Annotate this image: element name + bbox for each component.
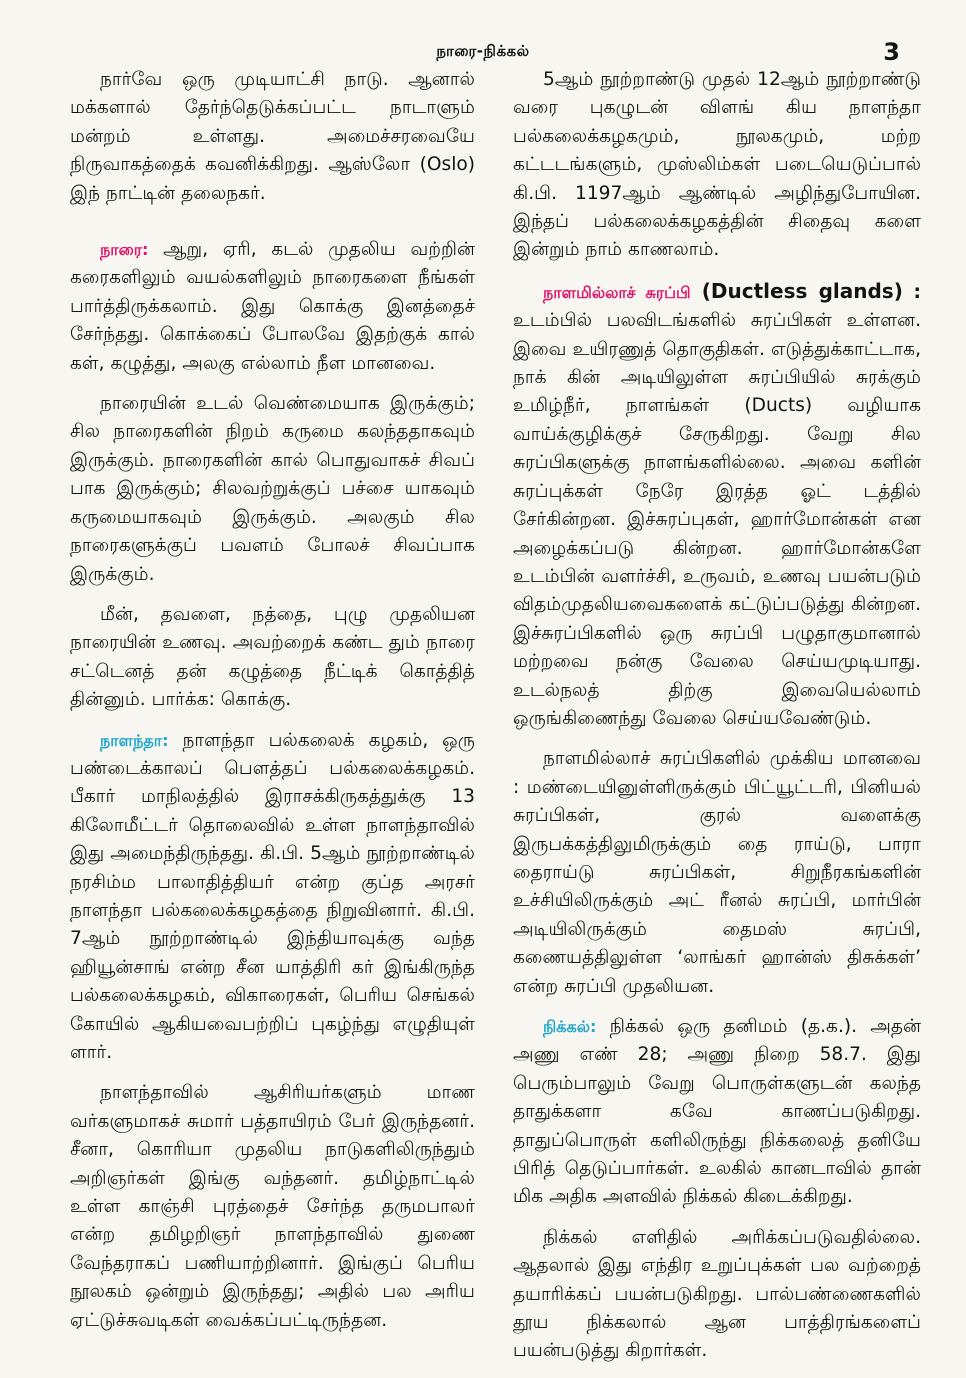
ductless-entry (513, 277, 921, 734)
nickel-entry (513, 1013, 921, 1212)
narai-paragraph-3: மீன், தவளை, நத்தை, புழு முதலியன நாரையின் உணவு. அவற்றைக் கண்ட தும் நாரை சட்டெனத் தன் கழுத்தை நீட்டிக் கொத்தித் தின்னும். பார்க்க: கொக்கு. (70, 603, 475, 711)
nickel-heading: நிக்கல் (543, 1017, 590, 1036)
left-column (70, 66, 475, 1347)
running-head: நாரை-நிக்கல் (436, 42, 530, 60)
narai-heading: நாரை (100, 240, 143, 260)
page-number: 3 (883, 38, 900, 66)
narai-separator: : (142, 240, 149, 260)
right-column (513, 66, 921, 1378)
nalanda-paragraph-2: நாளந்தாவில் ஆசிரியர்களும் மாண வர்களுமாகச் சுமார் பத்தாயிரம் பேர் இருந்தனர். சீனா, கொரியா முதலிய நாடுகளிலிருந்தும் அறிஞர்கள் இங்கு வந்தனர். தமிழ்நாட்டில் உள்ள காஞ்சி புரத்தைச் சேர்ந்த தருமபாலர் என்ற தமிழறிஞர் நாளந்தாவில் துணை வேந்தராகப் பணியாற்றினார். இங்குப் பெரிய நூலகம் ஒன்றும் இருந்தது; அதில் பல அரிய ஏட்டுச்சுவடிகள் வைக்கப்பட்டிருந்தன. (70, 1082, 475, 1331)
page-header (0, 38, 966, 68)
ductless-paragraph-2: நாளமில்லாச் சுரப்பிகளில் முக்கிய மானவை : மண்டையினுள்ளிருக்கும் பிட்யூட்டரி, பினியல் சுரப்பிகள், குரல் வளைக்கு இருபக்கத்திலுமிருக்கும் தை ராய்டு, பாரா தைராய்டு சுரப்பிகள், சிறுநீரகங்களின் உச்சியிலிருக்கும் அட் ரீனல் சுரப்பி, மார்பின் அடியிலிருக்கும் தைமஸ் சுரப்பி, கணையத்திலுள்ள ‘லாங்கர் ஹான்ஸ் திசுக்கள்’ என்ற சுரப்பி முதலியன. (513, 748, 921, 997)
nalanda-entry (70, 727, 475, 1068)
norway-paragraph: நார்வே ஒரு முடியாட்சி நாடு. ஆனால் மக்களால் தேர்ந்தெடுக்கப்பட்ட நாடாளும் மன்றம் உள்ளது. அமைச்சரவையே நிருவாகத்தைக் கவனிக்கிறது. ஆஸ்லோ (Oslo) இந் நாட்டின் தலைநகர். (70, 69, 475, 204)
narai-paragraph-1: ஆறு, ஏரி, கடல் முதலிய வற்றின் கரைகளிலும் வயல்களிலும் நாரைகளை நீங்கள் பார்த்திருக்கலாம். இது கொக்கு இனத்தைச் சேர்ந்தது. கொக்கைப் போலவே இதற்குக் கால் கள், கழுத்து, அலகு எல்லாம் நீள மானவை. (70, 239, 475, 374)
ductless-english-heading: (Ductless glands) (690, 278, 903, 303)
narai-entry (70, 236, 475, 378)
nickel-paragraph-1: நிக்கல் ஒரு தனிமம் (த.க.). அதன் அணு எண் 28; அணு நிறை 58.7. இது பெரும்பாலும் வேறு பொருள்களுடன் கலந்த தாதுக்களா கவே காணப்படுகிறது. தாதுப்பொருள் களிலிருந்து நிக்கலைத் தனியே பிரித் தெடுப்பார்கள். உலகில் கானடாவில் தான் மிக அதிக அளவில் நிக்கல் கிடைக்கிறது. (513, 1016, 921, 1208)
ductless-separator: : (902, 281, 921, 303)
nalanda-continuation: 5ஆம் நூற்றாண்டு முதல் 12ஆம் நூற்றாண்டு வரை புகழுடன் விளங் கிய நாளந்தா பல்கலைக்கழகமும், நூலகமும், மற்ற கட்டடங்களும், முஸ்லிம்கள் படையெடுப்பால் கி.பி. 1197ஆம் ஆண்டில் அழிந்துபோயின. இந்தப் பல்கலைக்கழகத்தின் சிதைவு களை இன்றும் நாம் காணலாம். (513, 69, 921, 261)
narai-paragraph-2: நாரையின் உடல் வெண்மையாக இருக்கும்; சில நாரைகளின் நிறம் கருமை கலந்ததாகவும் இருக்கும். நாரைகளின் கால் பொதுவாகச் சிவப் பாக இருக்கும்; சிலவற்றுக்குப் பச்சை யாகவும் கருமையாகவும் இருக்கும். அலகும் சில நாரைகளுக்குப் பவளம் போலச் சிவப்பாக இருக்கும். (70, 393, 475, 585)
nalanda-paragraph-1: நாளந்தா பல்கலைக் கழகம், ஒரு பண்டைக்காலப் பௌத்தப் பல்கலைக்கழகம். பீகார் மாநிலத்தில் இராசக்கிருகத்துக்கு 13 கிலோமீட்டர் தொலைவில் உள்ள நாளந்தாவில் இது அமைந்திருந்தது. கி.பி. 5ஆம் நூற்றாண்டில் நரசிம்ம பாலாதித்தியர் என்ற குப்த அரசர் நாளந்தா பல்கலைக்கழகத்தை நிறுவினார். கி.பி. 7ஆம் நூற்றாண்டில் இந்தியாவுக்கு வந்த ஹியூன்சாங் என்ற சீன யாத்திரி கர் இங்கிருந்த பல்கலைக்கழகம், விகாரைகள், பெரிய செங்கல் கோயில் ஆகியவைபற்றிப் புகழ்ந்து எழுதியுள் ளார். (70, 729, 475, 1063)
ductless-paragraph-1: உடம்பில் பலவிடங்களில் சுரப்பிகள் உள்ளன. இவை உயிரணுத் தொகுதிகள். எடுத்துக்காட்டாக, நாக் கின் அடியிலுள்ள சுரப்பியில் சுரக்கும் உமிழ்நீர், நாளங்கள் (Ducts) வழியாக வாய்க்குழிக்குச் சேருகிறது. வேறு சில சுரப்பிகளுக்கு நாளங்களில்லை. அவை களின் சுரப்புக்கள் நேரே இரத்த ஓட் டத்தில் சேர்கின்றன. இச்சுரப்புகள், ஹார்மோன்கள் என அழைக்கப்படு கின்றன. ஹார்மோன்களே உடம்பின் வளர்ச்சி, உருவம், உணவு பயன்படும் விதம்முதலியவைகளைக் கட்டுப்படுத்து கின்றன. இச்சுரப்பிகளில் ஒரு சுரப்பி பழுதாகுமானால் மற்றவை நன்கு வேலை செய்யமுடியாது. உடல்நலத் திற்கு இவையெல்லாம் ஒருங்கிணைந்து வேலை செய்யவேண்டும். (513, 310, 921, 729)
nalanda-separator: : (162, 730, 169, 750)
nalanda-heading: நாளந்தா (100, 730, 163, 750)
ductless-heading: நாளமில்லாச் சுரப்பி (543, 282, 691, 302)
nickel-paragraph-2: நிக்கல் எளிதில் அரிக்கப்படுவதில்லை. ஆதலால் இது எந்திர உறுப்புக்கள் பல வற்றைத் தயாரிக்கப் பயன்படுகிறது. பால்பண்ணைகளில் தூய நிக்கலால் ஆன பாத்திரங்களைப் பயன்படுத்து கிறார்கள். (513, 1226, 921, 1362)
nickel-separator: : (590, 1017, 597, 1036)
